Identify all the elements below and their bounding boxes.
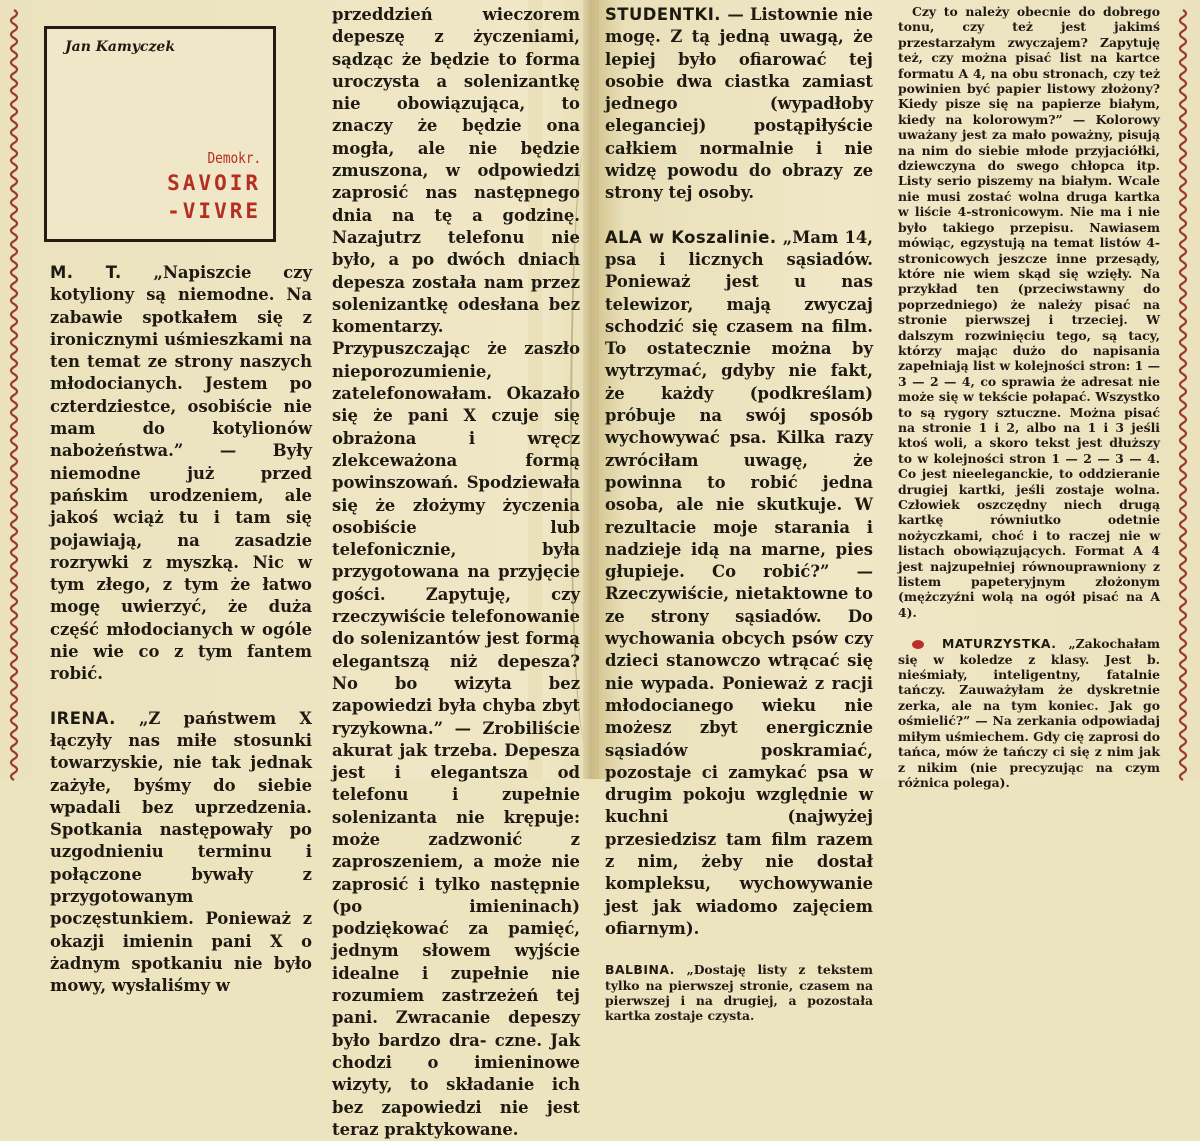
letter-irena-continued: przeddzień wieczorem depeszę z życzeniami, sądząc że będzie to forma uroczysta a solenizantkę nie obowiązująca, to znaczy że będzie ona mogła, ale nie będzie zmuszona, w odpowiedzi zaprosić nas następnego dnia na tę a godzinę. Nazajutrz telefonu nie było, a po dwóch dniach depesza została nam przez solenizantkę odesłana bez komentarzy. Przypuszczając że zaszło nieporozumienie, zatelefonowałam. Okazało się że pani X czuje się obrażona i wręcz zlekceważona formą powinszowań. Spodziewała się że złożymy życzenia osobiście lub telefonicznie, była przygotowana na przyjęcie gości. Zapytuję, czy rzeczywiście telefonowanie do solenizantów jest formą elegantszą niż depesza? No bo wizyta bez zapowiedzi była chyba zbyt ryzykowna.” — Zrobiliście akurat jak trzeba. Depesza jest i elegantsza od telefonu i zupełnie solenizanta nie krępuje: może zadzwonić z zaproszeniem, a może nie zaprosić i tylko następnie (po imieninach) podziękować za pamięć, jednym słowem wyjście idealne i zupełnie nie rozumiem zastrzeżeń tej pani. Zwracanie depeszy było bardzo dra- czne. Jak chodzi o imieninowe wizyty, to składanie ich bez zapowiedzi nie jest teraz praktykowane. [332, 5, 580, 1139]
letter-ala-sender: ALA w Koszalinie. [605, 227, 777, 247]
letter-irena-body: „Z państwem X łączyły nas miłe stosunki towarzyskie, nie tak jednak zażyłe, byśmy do siebie wpadali bez uprzedzenia. Spotkania następowały po uzgodnieniu terminu i połączone bywały z przygotowanym poczęstunkiem. Ponieważ z okazji imienin pani X o żadnym spotkaniu nie było mowy, wysłaliśmy w [50, 708, 312, 996]
letter-balbina-sender: BALBINA. [605, 962, 675, 978]
wavy-border-left [11, 10, 17, 780]
column-title-line-2: -VIVRE [167, 199, 261, 223]
letter-irena-sender: IRENA. [50, 708, 116, 728]
letter-mt-body: „Napiszcie czy kotyliony są niemodne. Na zabawie spotkałem się z ironicznymi uśmieszkami na ten temat ze strony naszych młodocianych. Jestem po czterdziestce, osobiście nie mam do kotylionów nabożeństwa.” — Były niemodne już przed pańskim urodzeniem, ale jakoś wciąż tu i tam się pojawiają, na zasadzie rozrywki z myszką. Nic w tym złego, z tym że łatwo mogę uwierzyć, że duża część młodocianych w ogóle nie wie co z tym fantem robić. [50, 263, 312, 684]
author-name: Jan Kamyczek [65, 39, 176, 55]
letter-maturzystka-body: „Zakochałam się w koledze z klasy. Jest b. nieśmiały, inteligentny, fatalnie tańczy. Zauważyłam że dyskretnie zerka, ale na tym koniec. Jak go ośmielić?” — Na zerkania odpowiadaj miłym uśmiechem. Gdy cię zaprosi do tańca, mów że tańczy ci się z nim jak z nikim (nie precyzując na czym różnica polega). [898, 636, 1160, 790]
letter-studentki-sender: STUDENTKI. [605, 5, 722, 24]
letter-mt-sender: M. T. [50, 263, 122, 282]
letter-balbina-body: „Dostaję listy z tekstem tylko na pierwszej stronie, czasem na pierwszej i na drugiej, a pozostała kartka zostaje czysta. [605, 962, 873, 1024]
letter-ala-body: „Mam 14, psa i licznych sąsiadów. Ponieważ jest u nas telewizor, mają zwyczaj schodzić się czasem na film. To ostatecznie można by wytrzymać, gdyby nie fakt, że każdy (podkreślam) próbuje na swój sposób wychowywać psa. Kilka razy zwróciłam uwagę, że powinna to robić jedna osoba, ale nie skutkuje. W rezultacie moje starania i nadzieje idą na marne, pies głupieje. Co robić?” — Rzeczywiście, nietaktowne to ze strony sąsiadów. Do wychowania obcych psów czy dzieci stanowczo wtrącać się nie wypada. Ponieważ z racji młodocianego wieku nie możesz zbyt energicznie sąsiadów poskramiać, pozostaje ci zamykać psa w drugim pokoju względnie w kuchni (najwyżej przesiedzisz tam film razem z nim, żeby nie dostał kompleksu, wychowywanie jest jak wiadomo zajęciem ofiarnym). [605, 227, 873, 938]
section-kicker: Demokr. [207, 149, 261, 167]
wavy-border-right [1180, 10, 1186, 780]
letter-studentki-body: — Listownie nie mogę. Z tą jedną uwagą, że lepiej było ofiarować tej osobie dwa ciastka zamiast jednego (wypadłoby eleganciej) postąpiłyście całkiem normalnie i nie widzę powodu do obrazy ze strony tej osoby. [605, 5, 873, 203]
letter-maturzystka-sender: MATURZYSTKA. [941, 636, 1057, 652]
letter-balbina-continued: Czy to należy obecnie do dobrego tonu, czy też jest jakimś przestarzałym zwyczajem? Zapytuję też, czy można pisać list na kartce formatu A 4, na obu stronach, czy też powinien być papier listowy złożony? Kiedy pisze się na papierze białym, kiedy na kolorowym?” — Kolorowy uważany jest za mało poważny, pisują na nim do siebie młode przyjaciółki, dziewczyna do swego chłopca itp. Listy serio piszemy na białym. Wcale nie musi zostać wolna druga kartka w liście 4-stronicowym. Nie ma i nie było takiego przepisu. Nawiasem mówiąc, egzystują na temat listów 4-stronicowych jeszcze inne przesądy, które nie wiem skąd się wzięły. Na przykład ten (przeciwstawny do poprzedniego) że należy pisać na stronie pierwszej i trzeciej. W dalszym rozwinięciu tego, są tacy, którzy mając dużo do napisania zapełniają list w kolejności stron: 1 — 3 — 2 — 4, co sprawia że adresat nie może się w tekście połapać. Wszystko to są rygory sztuczne. Można pisać na stronie 1 i 2, albo na 1 i 3 jeśli ktoś woli, a skoro tekst jest dłuższy to w kolejności stron 1 — 2 — 3 — 4. Co jest nieeleganckie, to oddzieranie drugiej kartki, jeśli zostaje wolna. Człowiek oszczędny niech drugą kartkę równiutko odetnie nożyczkami, choć i to raczej nie w listach obowiązujących. Format A 4 jest najzupełniej równouprawniony z listem papeteryjnym złożonym (mężczyźni wolą na ogół pisać na A 4). [898, 4, 1160, 620]
letter-balbina [605, 962, 873, 1024]
column-title-line-1: SAVOIR [167, 171, 261, 195]
